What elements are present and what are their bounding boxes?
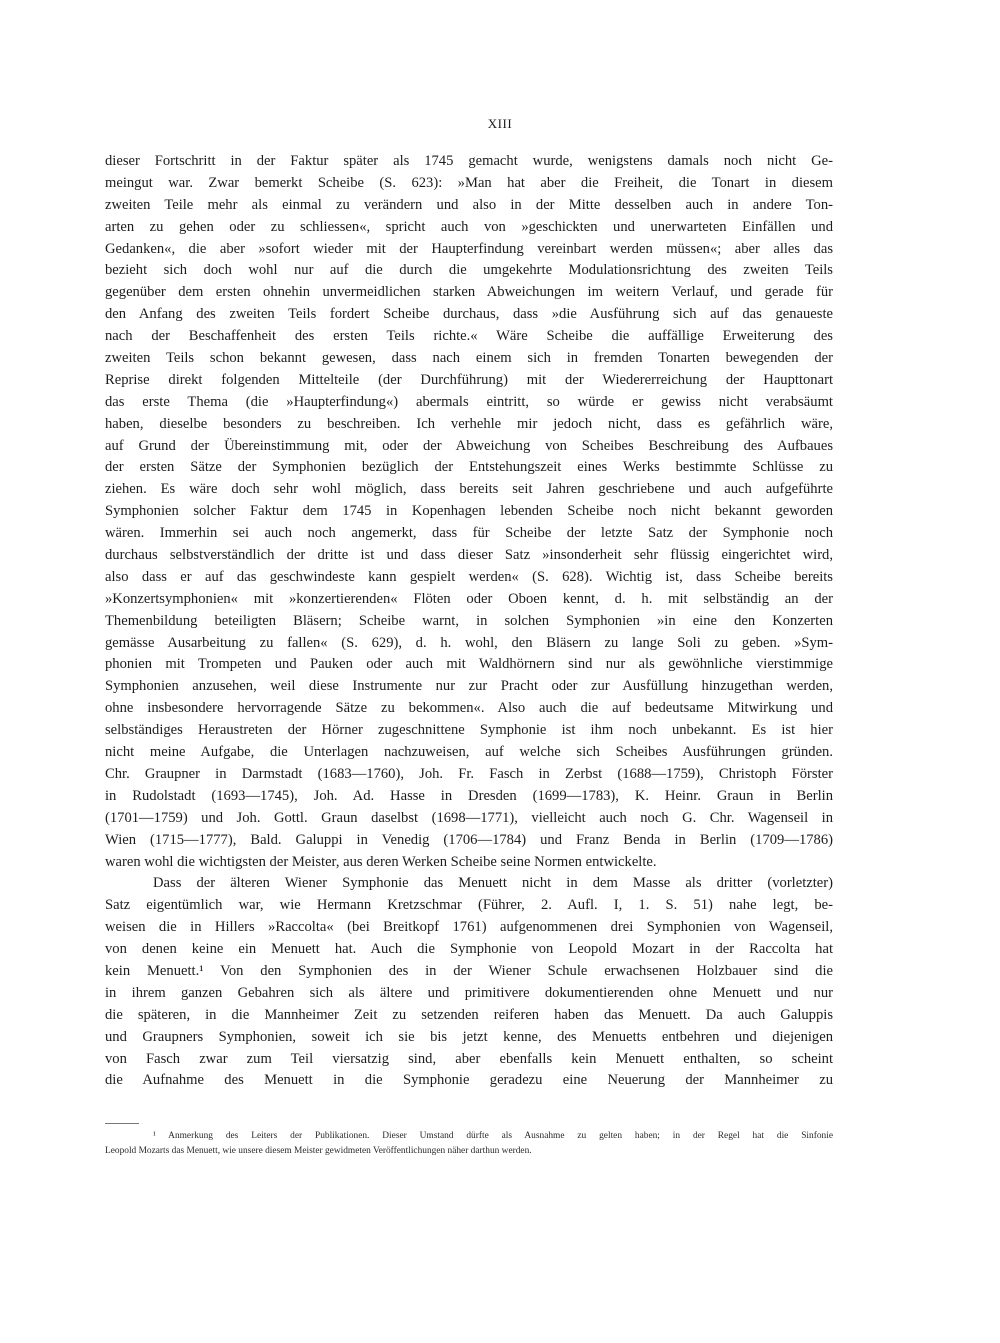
text-line: ziehen. Es wäre doch sehr wohl möglich, dass bereits seit Jahren geschriebene und auch aufgeführte (105, 481, 833, 498)
text-line: Gedanken«, die aber »sofort wieder mit der Haupterfindung vereinbart werden müssen«; aber alles das (105, 240, 833, 257)
text-line: Dass der älteren Wiener Symphonie das Menuett nicht in dem Masse als dritter (vorletzter) (153, 875, 833, 892)
text-line: (1701—1759) und Joh. Gottl. Graun daselbst (1698—1771), vielleicht auch noch G. Chr. Wagenseil in (105, 809, 833, 826)
text-line: arten zu gehen oder zu schliessen«, spricht auch von »geschickten und unerwarteten Einfällen und (105, 218, 833, 235)
text-line: Symphonien anzusehen, weil diese Instrumente nur zur Pracht oder zur Ausfüllung hinzugethan werden, (105, 678, 833, 695)
footnote-line: Leopold Mozarts das Menuett, wie unsere diesem Meister gewidmeten Veröffentlichungen näher darthun werden. (105, 1146, 532, 1156)
text-line: in Rudolstadt (1693—1745), Joh. Ad. Hasse in Dresden (1699—1783), K. Heinr. Graun in Berlin (105, 787, 833, 804)
text-line: gemässe Ausarbeitung zu fallen« (S. 629), d. h. wohl, den Bläsern zu lange Soli zu geben. »Sym- (105, 634, 833, 651)
footnote-rule (105, 1123, 139, 1124)
text-line: kein Menuett.¹ Von den Symphonien des in der Wiener Schule erwachsenen Holzbauer sind die (105, 962, 833, 979)
footnote-line: ¹ Anmerkung des Leiters der Publikationen. Dieser Umstand dürfte als Ausnahme zu gelten haben; in der Regel hat die Sinfonie (153, 1131, 833, 1141)
text-line: die späteren, in die Mannheimer Zeit zu setzenden reiferen haben das Menuett. Da auch Galuppis (105, 1006, 833, 1023)
text-line: »Konzertsymphonien« mit »konzertierenden« Flöten oder Oboen kennt, d. h. mit selbständig an der (105, 590, 833, 607)
text-line: also dass er auf das geschwindeste kann gespielt werden« (S. 628). Wichtig ist, dass Scheibe bereits (105, 568, 833, 585)
text-line: Themenbildung beteiligten Bläsern; Scheibe warnt, in solchen Symphonien »in eine den Konzerten (105, 612, 833, 629)
text-line: Reprise direkt folgenden Mittelteile (der Durchführung) mit der Wiedererreichung der Haupttonart (105, 371, 833, 388)
text-line: nach der Beschaffenheit des ersten Teils richte.« Wäre Scheibe die auffällige Erweiterung des (105, 328, 833, 345)
text-line: meingut war. Zwar bemerkt Scheibe (S. 623): »Man hat aber die Freiheit, die Tonart in diesem (105, 174, 833, 191)
text-line: selbständiges Heraustreten der Hörner zugeschnittene Symphonie ist ihm noch unbekannt. Es ist hier (105, 722, 833, 739)
text-line: wären. Immerhin sei auch noch angemerkt, dass für Scheibe der letzte Satz der Symphonie noch (105, 525, 833, 542)
text-line: Chr. Graupner in Darmstadt (1683—1760), Joh. Fr. Fasch in Zerbst (1688—1759), Christoph Förster (105, 765, 833, 782)
text-line: der ersten Sätze der Symphonien bezüglich der Entstehungszeit eines Werks bestimmte Schlüsse zu (105, 459, 833, 476)
text-line: Satz eigentümlich war, wie Hermann Kretzschmar (Führer, 2. Aufl. I, 1. S. 51) nahe legt, be- (105, 897, 833, 914)
text-line: Symphonien solcher Faktur dem 1745 in Kopenhagen lebenden Scheibe noch nicht bekannt geworden (105, 503, 833, 520)
text-line: haben, dieselbe besonders zu beschreiben. Ich verhehle mir jedoch nicht, dass es gefährlich wäre, (105, 415, 833, 432)
text-line: von Fasch zwar zum Teil viersatzig sind, aber ebenfalls kein Menuett enthalten, so scheint (105, 1050, 833, 1067)
text-line: zweiten Teile mehr als einmal zu verändern und also in der Mitte desselben auch in andere Ton- (105, 196, 833, 213)
text-line: auf Grund der Übereinstimmung mit, oder der Abweichung von Scheibes Beschreibung des Aufbaues (105, 437, 833, 454)
text-line: gegenüber dem ersten ohnehin unvermeidlichen starken Abweichungen im weitern Verlauf, und gerade für (105, 284, 833, 301)
text-line: den Anfang des zweiten Teils fordert Scheibe durchaus, dass »die Ausführung sich auf das genaueste (105, 306, 833, 323)
body-text (105, 151, 833, 1092)
text-line: waren wohl die wichtigsten der Meister, aus deren Werken Scheibe seine Normen entwickelte. (105, 853, 657, 870)
page-number: XIII (487, 116, 513, 131)
text-line: Wien (1715—1777), Bald. Galuppi in Venedig (1706—1784) und Franz Benda in Berlin (1709—1786) (105, 831, 833, 848)
text-line: ohne insbesondere hervorragende Sätze zu bekommen«. Also auch die auf bedeutsame Mitwirkung und (105, 700, 833, 717)
text-line: zweiten Teils schon bekannt gewesen, dass nach einem sich in fremden Tonarten bewegenden der (105, 350, 833, 367)
text-line: in ihrem ganzen Gebahren sich als ältere und primitivere dokumentierenden ohne Menuett und nur (105, 984, 833, 1001)
text-line: von denen keine ein Menuett hat. Auch die Symphonie von Leopold Mozart in der Raccolta hat (105, 941, 833, 958)
text-line: dieser Fortschritt in der Faktur später als 1745 gemacht wurde, wenigstens damals noch nicht Ge- (105, 153, 833, 169)
text-line: die Aufnahme des Menuett in die Symphonie geradezu eine Neuerung der Mannheimer zu (105, 1072, 833, 1089)
text-line: durchaus selbstverständlich der dritte ist und dass dieser Satz »insonderheit sehr flüssig eingerichtet wird, (105, 547, 833, 564)
footnotes (105, 1129, 833, 1159)
text-line: bezieht sich doch wohl nur auf die durch die umgekehrte Modulationsrichtung des zweiten Teils (105, 262, 833, 279)
text-line: nicht meine Aufgabe, die Unterlagen nachzuweisen, auf welche sich Scheibes Ausführungen gründen. (105, 744, 833, 761)
text-line: das erste Thema (die »Haupterfindung«) abermals eintritt, so würde er gewiss nicht verabsäumt (105, 393, 833, 410)
text-line: phonien mit Trompeten und Pauken oder auch mit Waldhörnern sind nur als gewöhnliche vierstimmige (105, 656, 833, 673)
text-line: und Graupners Symphonien, soweit ich sie bis jetzt kenne, des Menuetts entbehren und diejenigen (105, 1028, 833, 1045)
text-line: weisen die in Hillers »Raccolta« (bei Breitkopf 1761) aufgenommenen drei Symphonien von Wagenseil, (105, 919, 833, 936)
